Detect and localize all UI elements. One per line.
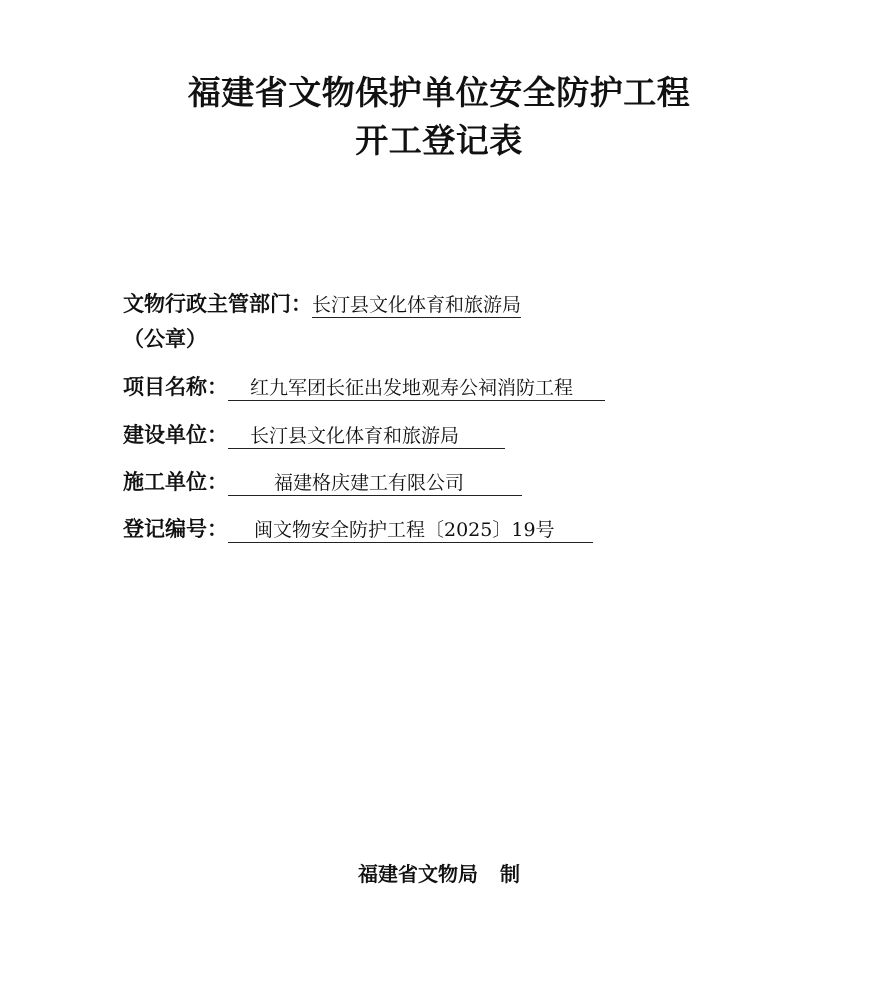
admin-dept-row xyxy=(123,290,521,318)
admin-dept-value: 长汀县文化体育和旅游局 xyxy=(312,294,522,316)
registration-label: 登记编号： xyxy=(123,517,228,541)
footer-issuer: 福建省文物局 xyxy=(358,862,478,886)
footer-issuer-line xyxy=(0,860,878,888)
project-name-value: 红九军团长征出发地观寿公祠消防工程 xyxy=(228,376,605,401)
builder-row xyxy=(123,421,505,449)
seal-note: （公章） xyxy=(123,327,207,351)
contractor-value: 福建格庆建工有限公司 xyxy=(228,471,522,496)
footer-suffix: 制 xyxy=(500,862,520,886)
document-title-line2: 开工登记表 xyxy=(355,121,523,160)
contractor-label: 施工单位： xyxy=(123,470,228,494)
document-title-line1: 福建省文物保护单位安全防护工程 xyxy=(187,73,691,112)
registration-value: 闽文物安全防护工程〔2025〕19号 xyxy=(228,518,593,543)
project-name-row xyxy=(123,373,605,401)
project-name-label: 项目名称： xyxy=(123,375,228,399)
admin-dept-label: 文物行政主管部门： xyxy=(123,292,312,316)
builder-label: 建设单位： xyxy=(123,423,228,447)
builder-value: 长汀县文化体育和旅游局 xyxy=(228,424,505,449)
contractor-row xyxy=(123,468,522,496)
registration-row xyxy=(123,515,593,543)
